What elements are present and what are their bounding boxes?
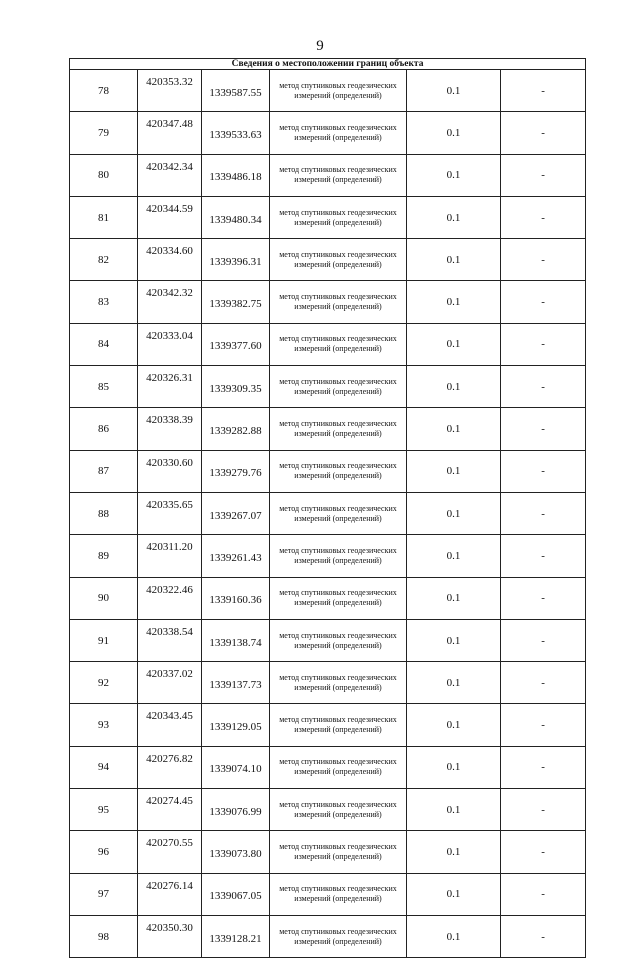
x-coordinate-cell: 420330.60 bbox=[138, 450, 202, 492]
table-row bbox=[70, 366, 586, 408]
method-cell: метод спутниковых геодезических измерений (определений) bbox=[270, 873, 407, 915]
note-cell: - bbox=[501, 662, 586, 704]
point-number-cell: 88 bbox=[70, 492, 138, 534]
note-cell: - bbox=[501, 366, 586, 408]
accuracy-cell: 0.1 bbox=[407, 450, 501, 492]
x-coordinate-cell: 420333.04 bbox=[138, 323, 202, 365]
x-coordinate-cell: 420270.55 bbox=[138, 831, 202, 873]
method-cell: метод спутниковых геодезических измерений (определений) bbox=[270, 577, 407, 619]
note-cell: - bbox=[501, 450, 586, 492]
note-cell: - bbox=[501, 746, 586, 788]
x-coordinate-cell: 420338.39 bbox=[138, 408, 202, 450]
table-row bbox=[70, 112, 586, 154]
accuracy-cell: 0.1 bbox=[407, 281, 501, 323]
y-coordinate-cell: 1339279.76 bbox=[202, 450, 270, 492]
y-coordinate-cell: 1339587.55 bbox=[202, 70, 270, 112]
table-row bbox=[70, 873, 586, 915]
y-coordinate-cell: 1339382.75 bbox=[202, 281, 270, 323]
y-coordinate-cell: 1339067.05 bbox=[202, 873, 270, 915]
method-cell: метод спутниковых геодезических измерений (определений) bbox=[270, 704, 407, 746]
point-number-cell: 87 bbox=[70, 450, 138, 492]
x-coordinate-cell: 420342.34 bbox=[138, 154, 202, 196]
accuracy-cell: 0.1 bbox=[407, 492, 501, 534]
y-coordinate-cell: 1339074.10 bbox=[202, 746, 270, 788]
table-row bbox=[70, 70, 586, 112]
table-row bbox=[70, 619, 586, 661]
note-cell: - bbox=[501, 704, 586, 746]
method-cell: метод спутниковых геодезических измерений (определений) bbox=[270, 408, 407, 450]
table-row bbox=[70, 746, 586, 788]
note-cell: - bbox=[501, 112, 586, 154]
x-coordinate-cell: 420350.30 bbox=[138, 915, 202, 957]
point-number-cell: 79 bbox=[70, 112, 138, 154]
x-coordinate-cell: 420343.45 bbox=[138, 704, 202, 746]
note-cell: - bbox=[501, 789, 586, 831]
table-title: Сведения о местоположении границ объекта bbox=[70, 59, 586, 70]
point-number-cell: 94 bbox=[70, 746, 138, 788]
note-cell: - bbox=[501, 323, 586, 365]
accuracy-cell: 0.1 bbox=[407, 746, 501, 788]
point-number-cell: 98 bbox=[70, 915, 138, 957]
method-cell: метод спутниковых геодезических измерений (определений) bbox=[270, 831, 407, 873]
accuracy-cell: 0.1 bbox=[407, 239, 501, 281]
method-cell: метод спутниковых геодезических измерений (определений) bbox=[270, 915, 407, 957]
x-coordinate-cell: 420342.32 bbox=[138, 281, 202, 323]
point-number-cell: 89 bbox=[70, 535, 138, 577]
x-coordinate-cell: 420337.02 bbox=[138, 662, 202, 704]
table-row bbox=[70, 239, 586, 281]
y-coordinate-cell: 1339128.21 bbox=[202, 915, 270, 957]
accuracy-cell: 0.1 bbox=[407, 323, 501, 365]
point-number-cell: 86 bbox=[70, 408, 138, 450]
note-cell: - bbox=[501, 70, 586, 112]
table-row bbox=[70, 789, 586, 831]
y-coordinate-cell: 1339486.18 bbox=[202, 154, 270, 196]
note-cell: - bbox=[501, 154, 586, 196]
table-row bbox=[70, 154, 586, 196]
y-coordinate-cell: 1339396.31 bbox=[202, 239, 270, 281]
table-row bbox=[70, 408, 586, 450]
method-cell: метод спутниковых геодезических измерений (определений) bbox=[270, 450, 407, 492]
y-coordinate-cell: 1339076.99 bbox=[202, 789, 270, 831]
method-cell: метод спутниковых геодезических измерений (определений) bbox=[270, 789, 407, 831]
table-row bbox=[70, 577, 586, 619]
note-cell: - bbox=[501, 196, 586, 238]
note-cell: - bbox=[501, 577, 586, 619]
point-number-cell: 97 bbox=[70, 873, 138, 915]
table-row bbox=[70, 281, 586, 323]
accuracy-cell: 0.1 bbox=[407, 70, 501, 112]
point-number-cell: 83 bbox=[70, 281, 138, 323]
page-number: 9 bbox=[316, 38, 324, 54]
point-number-cell: 84 bbox=[70, 323, 138, 365]
accuracy-cell: 0.1 bbox=[407, 535, 501, 577]
y-coordinate-cell: 1339377.60 bbox=[202, 323, 270, 365]
note-cell: - bbox=[501, 831, 586, 873]
y-coordinate-cell: 1339129.05 bbox=[202, 704, 270, 746]
point-number-cell: 78 bbox=[70, 70, 138, 112]
method-cell: метод спутниковых геодезических измерений (определений) bbox=[270, 323, 407, 365]
point-number-cell: 92 bbox=[70, 662, 138, 704]
note-cell: - bbox=[501, 915, 586, 957]
y-coordinate-cell: 1339138.74 bbox=[202, 619, 270, 661]
accuracy-cell: 0.1 bbox=[407, 915, 501, 957]
point-number-cell: 81 bbox=[70, 196, 138, 238]
y-coordinate-cell: 1339282.88 bbox=[202, 408, 270, 450]
method-cell: метод спутниковых геодезических измерений (определений) bbox=[270, 535, 407, 577]
method-cell: метод спутниковых геодезических измерений (определений) bbox=[270, 239, 407, 281]
note-cell: - bbox=[501, 408, 586, 450]
y-coordinate-cell: 1339533.63 bbox=[202, 112, 270, 154]
point-number-cell: 82 bbox=[70, 239, 138, 281]
y-coordinate-cell: 1339073.80 bbox=[202, 831, 270, 873]
note-cell: - bbox=[501, 281, 586, 323]
x-coordinate-cell: 420276.82 bbox=[138, 746, 202, 788]
note-cell: - bbox=[501, 239, 586, 281]
method-cell: метод спутниковых геодезических измерений (определений) bbox=[270, 281, 407, 323]
table-row bbox=[70, 535, 586, 577]
table-row bbox=[70, 704, 586, 746]
accuracy-cell: 0.1 bbox=[407, 704, 501, 746]
accuracy-cell: 0.1 bbox=[407, 366, 501, 408]
point-number-cell: 95 bbox=[70, 789, 138, 831]
x-coordinate-cell: 420322.46 bbox=[138, 577, 202, 619]
table-row bbox=[70, 196, 586, 238]
x-coordinate-cell: 420334.60 bbox=[138, 239, 202, 281]
point-number-cell: 96 bbox=[70, 831, 138, 873]
accuracy-cell: 0.1 bbox=[407, 408, 501, 450]
boundary-coordinates-table bbox=[69, 58, 586, 958]
table-row bbox=[70, 450, 586, 492]
method-cell: метод спутниковых геодезических измерений (определений) bbox=[270, 746, 407, 788]
note-cell: - bbox=[501, 873, 586, 915]
note-cell: - bbox=[501, 492, 586, 534]
accuracy-cell: 0.1 bbox=[407, 619, 501, 661]
method-cell: метод спутниковых геодезических измерений (определений) bbox=[270, 70, 407, 112]
accuracy-cell: 0.1 bbox=[407, 154, 501, 196]
y-coordinate-cell: 1339160.36 bbox=[202, 577, 270, 619]
x-coordinate-cell: 420274.45 bbox=[138, 789, 202, 831]
method-cell: метод спутниковых геодезических измерений (определений) bbox=[270, 196, 407, 238]
point-number-cell: 80 bbox=[70, 154, 138, 196]
y-coordinate-cell: 1339267.07 bbox=[202, 492, 270, 534]
table-title-row bbox=[70, 59, 586, 70]
x-coordinate-cell: 420335.65 bbox=[138, 492, 202, 534]
point-number-cell: 93 bbox=[70, 704, 138, 746]
accuracy-cell: 0.1 bbox=[407, 112, 501, 154]
x-coordinate-cell: 420276.14 bbox=[138, 873, 202, 915]
y-coordinate-cell: 1339137.73 bbox=[202, 662, 270, 704]
table-row bbox=[70, 831, 586, 873]
note-cell: - bbox=[501, 535, 586, 577]
y-coordinate-cell: 1339480.34 bbox=[202, 196, 270, 238]
method-cell: метод спутниковых геодезических измерений (определений) bbox=[270, 492, 407, 534]
accuracy-cell: 0.1 bbox=[407, 196, 501, 238]
accuracy-cell: 0.1 bbox=[407, 789, 501, 831]
accuracy-cell: 0.1 bbox=[407, 577, 501, 619]
x-coordinate-cell: 420353.32 bbox=[138, 70, 202, 112]
x-coordinate-cell: 420326.31 bbox=[138, 366, 202, 408]
point-number-cell: 90 bbox=[70, 577, 138, 619]
y-coordinate-cell: 1339261.43 bbox=[202, 535, 270, 577]
method-cell: метод спутниковых геодезических измерений (определений) bbox=[270, 619, 407, 661]
accuracy-cell: 0.1 bbox=[407, 873, 501, 915]
table-row bbox=[70, 492, 586, 534]
x-coordinate-cell: 420347.48 bbox=[138, 112, 202, 154]
y-coordinate-cell: 1339309.35 bbox=[202, 366, 270, 408]
table-row bbox=[70, 323, 586, 365]
method-cell: метод спутниковых геодезических измерений (определений) bbox=[270, 662, 407, 704]
point-number-cell: 91 bbox=[70, 619, 138, 661]
x-coordinate-cell: 420344.59 bbox=[138, 196, 202, 238]
accuracy-cell: 0.1 bbox=[407, 831, 501, 873]
x-coordinate-cell: 420311.20 bbox=[138, 535, 202, 577]
point-number-cell: 85 bbox=[70, 366, 138, 408]
method-cell: метод спутниковых геодезических измерений (определений) bbox=[270, 154, 407, 196]
table-row bbox=[70, 662, 586, 704]
x-coordinate-cell: 420338.54 bbox=[138, 619, 202, 661]
accuracy-cell: 0.1 bbox=[407, 662, 501, 704]
note-cell: - bbox=[501, 619, 586, 661]
table-row bbox=[70, 915, 586, 957]
method-cell: метод спутниковых геодезических измерений (определений) bbox=[270, 366, 407, 408]
method-cell: метод спутниковых геодезических измерений (определений) bbox=[270, 112, 407, 154]
